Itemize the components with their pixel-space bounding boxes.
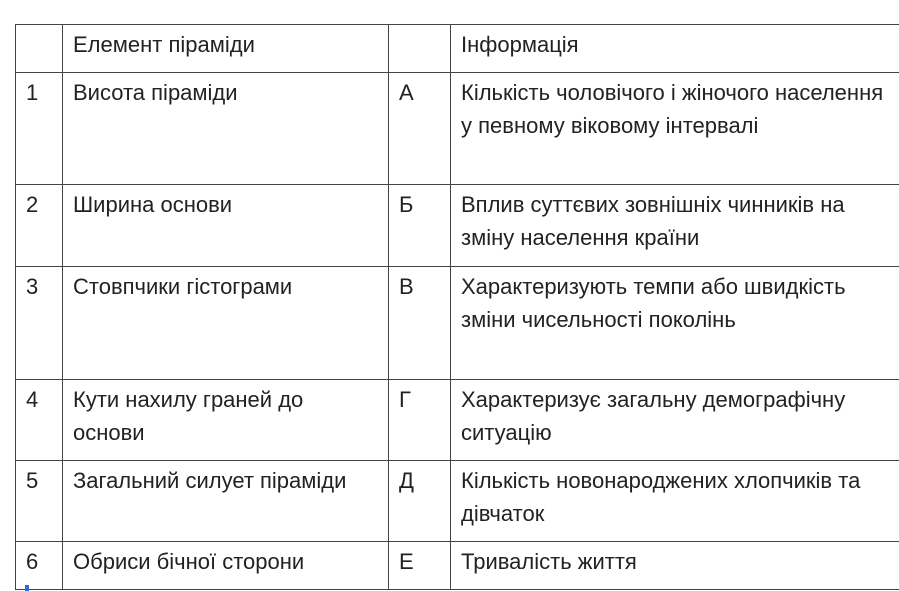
table-row [16, 185, 899, 267]
row-info: Вплив суттєвих зовнішніх чинників на зміну населення країни [451, 185, 899, 267]
text-cursor-marker [25, 585, 29, 591]
row-letter: Б [389, 185, 451, 267]
table-row [16, 461, 899, 542]
header-num-cell [16, 25, 63, 73]
row-element: Загальний силует піраміди [63, 461, 389, 542]
table-row [16, 267, 899, 380]
row-letter: А [389, 73, 451, 185]
row-info: Кількість чоловічого і жіночого населення у певному віковому інтервалі [451, 73, 899, 185]
header-element-cell: Елемент піраміди [63, 25, 389, 73]
row-info: Характеризує загальну демографічну ситуацію [451, 380, 899, 461]
row-element: Обриси бічної сторони [63, 542, 389, 590]
row-number: 2 [16, 185, 63, 267]
row-letter: Д [389, 461, 451, 542]
row-number: 3 [16, 267, 63, 380]
row-letter: Е [389, 542, 451, 590]
row-element: Ширина основи [63, 185, 389, 267]
table-row [16, 73, 899, 185]
row-number: 6 [16, 542, 63, 590]
table-row [16, 542, 899, 590]
header-letter-cell [389, 25, 451, 73]
row-number: 5 [16, 461, 63, 542]
row-element: Висота піраміди [63, 73, 389, 185]
table-row [16, 380, 899, 461]
row-letter: Г [389, 380, 451, 461]
row-info: Кількість новонароджених хлопчиків та дівчаток [451, 461, 899, 542]
row-info: Характеризують темпи або швидкість зміни чисельності поколінь [451, 267, 899, 380]
header-info-cell: Інформація [451, 25, 899, 73]
row-number: 1 [16, 73, 63, 185]
row-element: Кути нахилу граней до основи [63, 380, 389, 461]
matching-table [15, 24, 899, 590]
row-element: Стовпчики гістограми [63, 267, 389, 380]
table-header-row [16, 25, 899, 73]
row-letter: В [389, 267, 451, 380]
row-number: 4 [16, 380, 63, 461]
row-info: Тривалість життя [451, 542, 899, 590]
